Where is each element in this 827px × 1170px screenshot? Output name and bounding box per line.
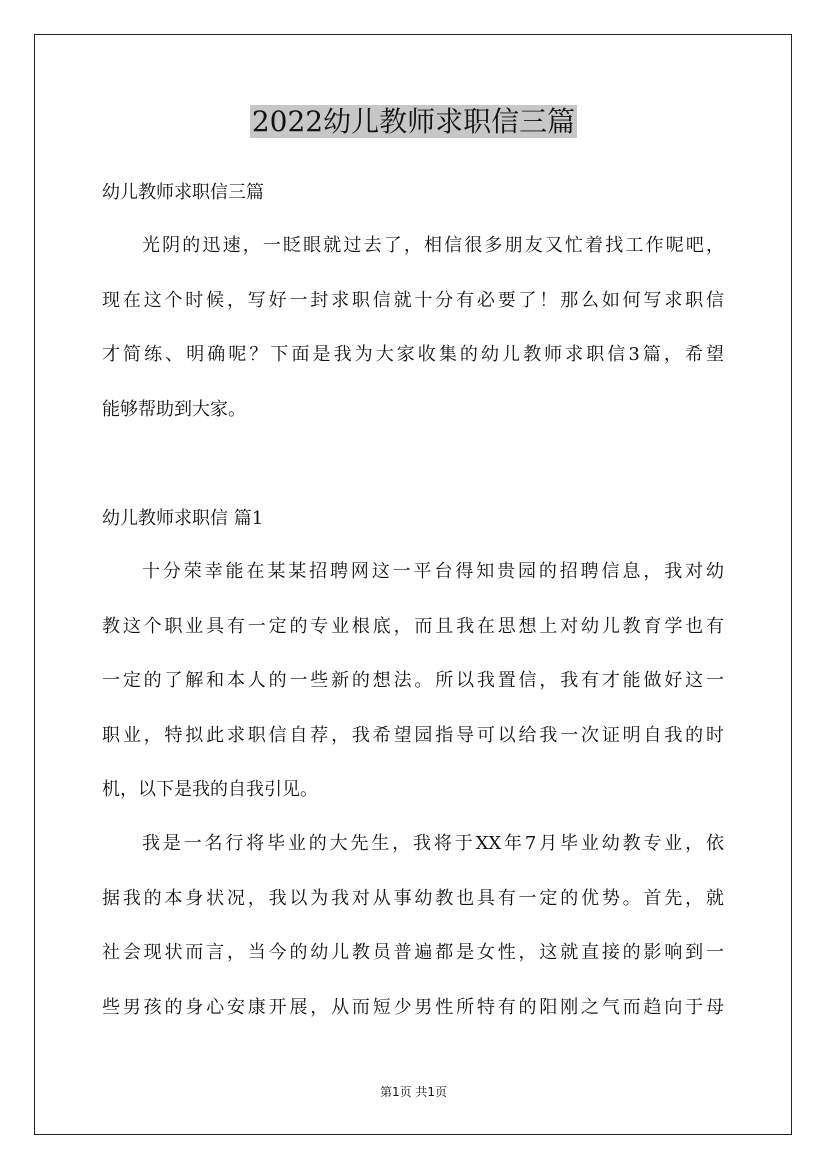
paragraph-line: 社会现状而言，当今的幼儿教员普遍都是女性，这就直接的影响到一 (102, 942, 724, 963)
section1-paragraph-2 (102, 817, 724, 1035)
section1-paragraph-1 (102, 545, 724, 818)
section1-heading: 幼儿教师求职信 篇1 (102, 508, 264, 529)
paragraph-line: 我是一名行将毕业的大先生，我将于XX年7月毕业幼教专业，依 (142, 833, 724, 854)
paragraph-line: 机，以下是我的自我引见。 (102, 779, 318, 800)
document-title (0, 102, 827, 142)
paragraph-line: 些男孩的身心安康开展，从而短少男性所特有的阳刚之气而趋向于母 (102, 996, 724, 1018)
paragraph-line: 光阴的迅速，一眨眼就过去了，相信很多朋友又忙着找工作呢吧， (142, 235, 724, 256)
paragraph-line: 现在这个时候，写好一封求职信就十分有必要了！那么如何写求职信 (102, 289, 724, 311)
page-footer (0, 1084, 827, 1100)
paragraph-line: 据我的本身状况，我以为我对从事幼教也具有一定的优势。首先，就 (102, 887, 724, 909)
paragraph-line: 才简练、明确呢？下面是我为大家收集的幼儿教师求职信3篇，希望 (102, 344, 724, 365)
paragraph-line: 能够帮助到大家。 (102, 398, 246, 420)
document-title-text: 2022幼儿教师求职信三篇 (251, 105, 576, 138)
paragraph-line: 教这个职业具有一定的专业根底，而且我在思想上对幼儿教育学也有 (102, 615, 724, 637)
paragraph-line: 一定的了解和本人的一些新的想法。所以我置信，我有才能做好这一 (102, 670, 724, 691)
page-number: 第1页 共1页 (379, 1085, 448, 1099)
intro-heading: 幼儿教师求职信三篇 (102, 182, 264, 203)
intro-paragraph (102, 219, 724, 437)
paragraph-line: 十分荣幸能在某某招聘网这一平台得知贵园的招聘信息，我对幼 (142, 561, 724, 582)
paragraph-line: 职业，特拟此求职信自荐，我希望园指导可以给我一次证明自我的时 (102, 724, 724, 746)
